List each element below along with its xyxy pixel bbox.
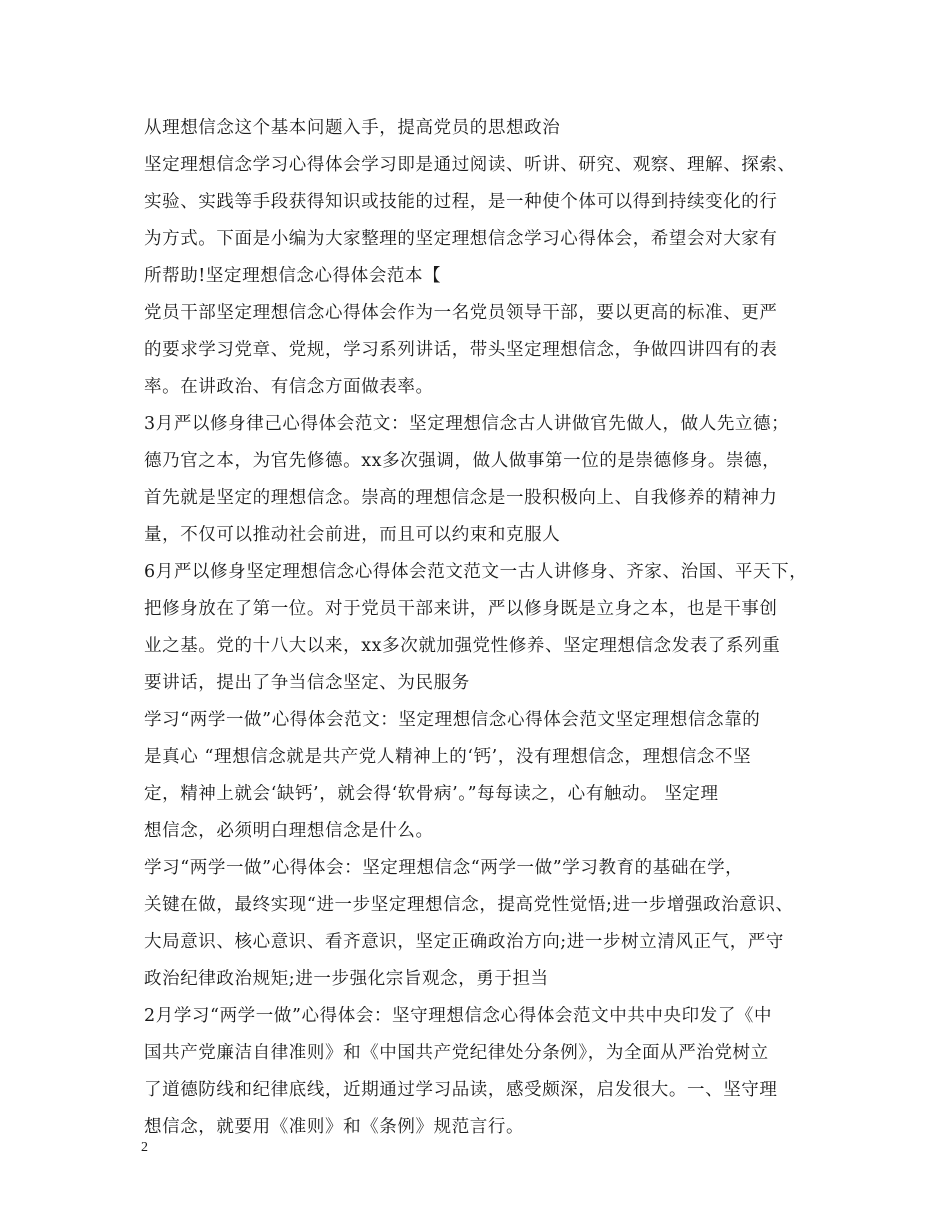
text-line: 从理想信念这个基本问题入手，提高党员的思想政治: [144, 118, 561, 138]
text-line: 2月学习“两学一做”心得体会：坚守理想信念心得体会范文中共中央印发了《中: [144, 1006, 773, 1026]
text-line: 率。在讲政治、有信念方面做表率。: [144, 377, 434, 397]
text-line: 想信念，必须明白理想信念是什么。: [144, 821, 434, 841]
text-line: 3月严以修身律己心得体会范文：坚定理想信念古人讲做官先做人，做人先立德；: [144, 414, 790, 434]
text-line: 德乃官之本，为官先修德。xx多次强调，做人做事第一位的是崇德修身。崇德，: [144, 451, 781, 471]
text-line: 把修身放在了第一位。对于党员干部来讲，严以修身既是立身之本，也是干事创: [144, 599, 778, 619]
text-line: 是真心 “理想信念就是共产党人精神上的‘钙’，没有理想信念，理想信念不坚: [144, 747, 752, 767]
text-line: 政治纪律政治规矩;进一步强化宗旨观念，勇于担当: [144, 969, 549, 989]
text-line: 量，不仅可以推动社会前进，而且可以约束和克服人: [144, 525, 561, 545]
text-line: 国共产党廉洁自律准则》和《中国共产党纪律处分条例》，为全面从严治党树立: [144, 1043, 769, 1063]
text-line: 了道德防线和纪律底线，近期通过学习品读，感受颇深，启发很大。一、坚守理: [144, 1080, 778, 1100]
text-line: 关键在做，最终实现“进一步坚定理想信念，提高党性觉悟;进一步增强政治意识、: [144, 895, 794, 915]
text-line: 学习“两学一做”心得体会范文：坚定理想信念心得体会范文坚定理想信念靠的: [144, 710, 761, 730]
text-line: 实验、实践等手段获得知识或技能的过程，是一种使个体可以得到持续变化的行: [144, 192, 778, 212]
text-line: 6月严以修身坚定理想信念心得体会范文范文一古人讲修身、齐家、治国、平天下，: [144, 562, 808, 582]
page-number: 2: [141, 1140, 148, 1155]
text-line: 要讲话，提出了争当信念坚定、为民服务: [144, 673, 470, 693]
text-line: 学习“两学一做”心得体会：坚定理想信念“两学一做”学习教育的基础在学，: [144, 858, 744, 878]
text-line: 业之基。党的十八大以来，xx多次就加强党性修养、坚定理想信念发表了系列重: [144, 636, 781, 656]
document-body: [144, 113, 834, 1149]
text-line: 首先就是坚定的理想信念。崇高的理想信念是一股积极向上、自我修养的精神力: [144, 488, 778, 508]
text-line: 大局意识、核心意识、看齐意识，坚定正确政治方向;进一步树立清风正气，严守: [144, 932, 784, 952]
text-line: 想信念，就要用《准则》和《条例》规范言行。: [144, 1117, 525, 1137]
text-line: 为方式。下面是小编为大家整理的坚定理想信念学习心得体会，希望会对大家有: [144, 229, 778, 249]
text-line: 所帮助!坚定理想信念心得体会范本【: [144, 266, 442, 286]
text-line: 坚定理想信念学习心得体会学习即是通过阅读、听讲、研究、观察、理解、探索、: [144, 155, 796, 175]
text-line: 的要求学习党章、党规，学习系列讲话，带头坚定理想信念，争做四讲四有的表: [144, 340, 778, 360]
text-line: 定，精神上就会‘缺钙’，就会得‘软骨病’。”每每读之，心有触动。 坚定理: [144, 784, 719, 804]
text-line: 党员干部坚定理想信念心得体会作为一名党员领导干部，要以更高的标准、更严: [144, 303, 778, 323]
